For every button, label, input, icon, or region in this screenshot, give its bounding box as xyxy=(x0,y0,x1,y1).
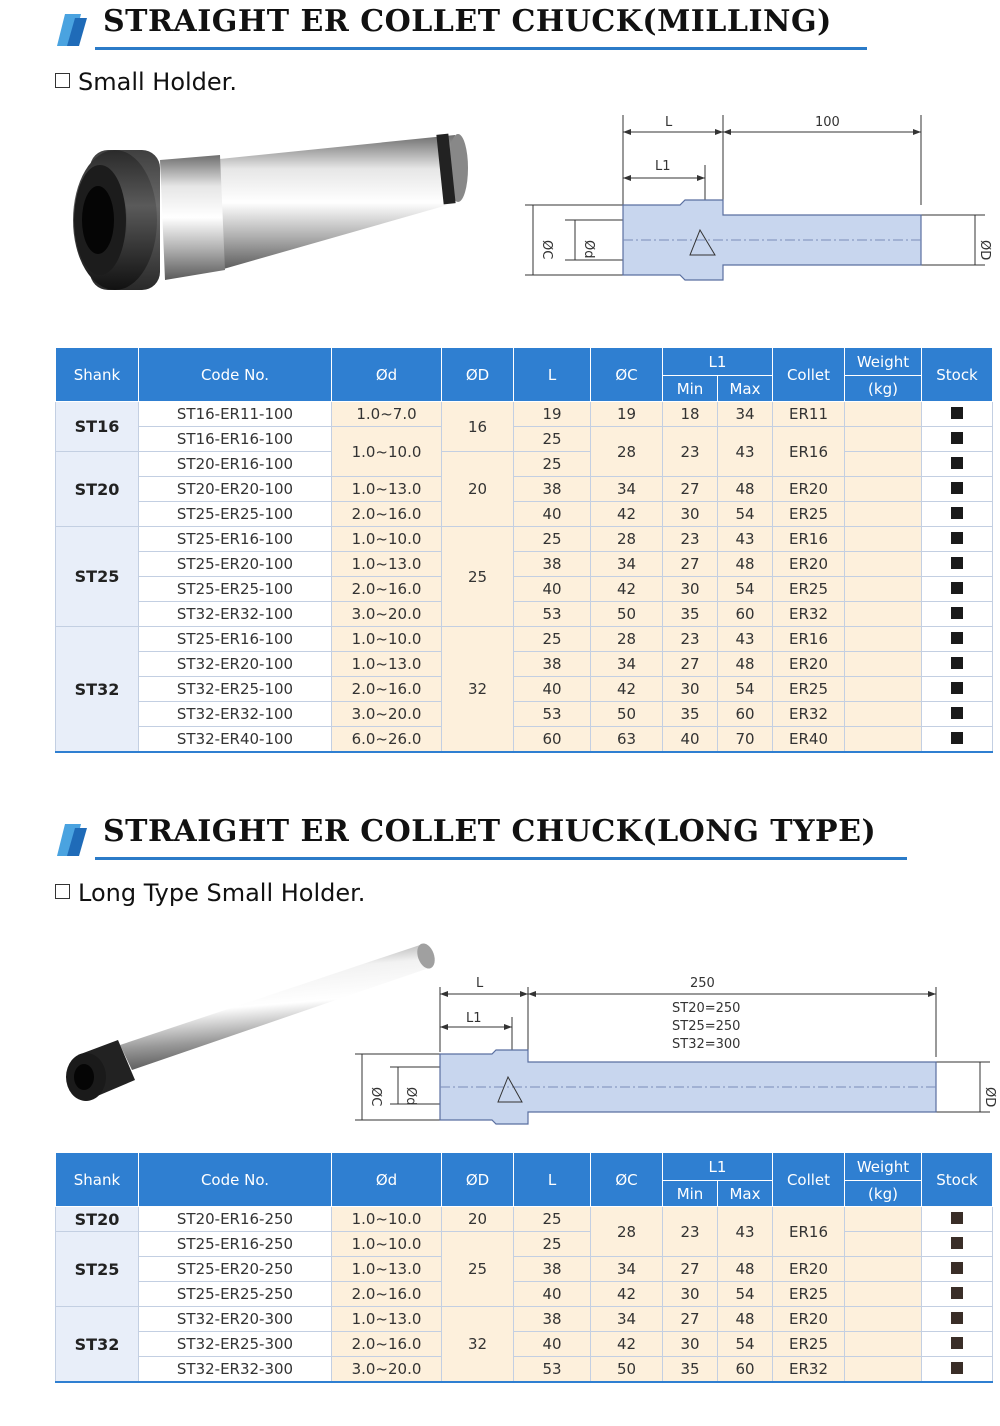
weight-cell xyxy=(845,602,922,627)
header-stock: Stock xyxy=(922,1153,993,1207)
stock-square-icon xyxy=(951,1362,963,1374)
header-min: Min xyxy=(663,376,718,402)
collet-cell: ER11 xyxy=(773,402,845,427)
code-cell: ST25-ER25-100 xyxy=(139,502,332,527)
collet-cell: ER16 xyxy=(773,427,845,477)
max-cell: 48 xyxy=(718,1257,773,1282)
oC-cell: 34 xyxy=(591,552,663,577)
max-cell: 43 xyxy=(718,1207,773,1257)
weight-cell xyxy=(845,527,922,552)
collet-cell: ER32 xyxy=(773,602,845,627)
header-L: L xyxy=(514,348,591,402)
min-cell: 27 xyxy=(663,477,718,502)
code-cell: ST16-ER11-100 xyxy=(139,402,332,427)
oC-cell: 42 xyxy=(591,502,663,527)
stock-square-icon xyxy=(951,1212,963,1224)
dim-oC: ØC xyxy=(368,1087,383,1107)
weight-cell xyxy=(845,1257,922,1282)
oC-cell: 28 xyxy=(591,427,663,477)
weight-cell xyxy=(845,1282,922,1307)
shank-cell: ST32 xyxy=(56,627,139,753)
table-row xyxy=(56,1257,993,1282)
stock-cell xyxy=(922,652,993,677)
code-cell: ST32-ER32-300 xyxy=(139,1357,332,1383)
code-cell: ST25-ER16-100 xyxy=(139,627,332,652)
oD-cell: 25 xyxy=(442,1232,514,1307)
header-od: Ød xyxy=(332,1153,442,1207)
header-max: Max xyxy=(718,1181,773,1207)
header-weight-unit: (kg) xyxy=(845,376,922,402)
max-cell: 43 xyxy=(718,527,773,552)
weight-cell xyxy=(845,727,922,753)
shank-cell: ST25 xyxy=(56,1232,139,1307)
stock-cell xyxy=(922,1332,993,1357)
L-cell: 38 xyxy=(514,1307,591,1332)
stock-cell xyxy=(922,602,993,627)
max-cell: 43 xyxy=(718,627,773,652)
code-cell: ST32-ER40-100 xyxy=(139,727,332,753)
subtitle-text: Small Holder. xyxy=(78,68,237,96)
collet-cell: ER20 xyxy=(773,477,845,502)
stock-square-icon xyxy=(951,532,963,544)
header-oD: ØD xyxy=(442,348,514,402)
min-cell: 40 xyxy=(663,727,718,753)
L-cell: 25 xyxy=(514,1207,591,1232)
collet-cell: ER16 xyxy=(773,527,845,552)
od-cell: 1.0~13.0 xyxy=(332,1257,442,1282)
max-cell: 54 xyxy=(718,677,773,702)
header-code: Code No. xyxy=(139,1153,332,1207)
od-cell: 2.0~16.0 xyxy=(332,577,442,602)
table-row xyxy=(56,1232,993,1257)
code-cell: ST25-ER16-250 xyxy=(139,1232,332,1257)
header-od: Ød xyxy=(332,348,442,402)
min-cell: 23 xyxy=(663,527,718,552)
oC-cell: 42 xyxy=(591,577,663,602)
stock-square-icon xyxy=(951,557,963,569)
max-cell: 54 xyxy=(718,502,773,527)
collet-cell: ER25 xyxy=(773,677,845,702)
od-cell: 1.0~13.0 xyxy=(332,477,442,502)
shank-cell: ST16 xyxy=(56,402,139,452)
collet-cell: ER32 xyxy=(773,1357,845,1383)
stock-square-icon xyxy=(951,1237,963,1249)
product-photo-small-holder xyxy=(60,120,480,305)
table-row xyxy=(56,577,993,602)
collet-cell: ER32 xyxy=(773,702,845,727)
L-cell: 40 xyxy=(514,577,591,602)
L-cell: 25 xyxy=(514,452,591,477)
od-cell: 1.0~10.0 xyxy=(332,527,442,552)
header-min: Min xyxy=(663,1181,718,1207)
min-cell: 30 xyxy=(663,577,718,602)
table-row xyxy=(56,552,993,577)
code-cell: ST32-ER20-100 xyxy=(139,652,332,677)
stock-square-icon xyxy=(951,1287,963,1299)
max-cell: 70 xyxy=(718,727,773,753)
section2-subtitle xyxy=(55,879,365,907)
code-cell: ST25-ER16-100 xyxy=(139,527,332,552)
header-oD: ØD xyxy=(442,1153,514,1207)
code-cell: ST16-ER16-100 xyxy=(139,427,332,452)
od-cell: 2.0~16.0 xyxy=(332,1282,442,1307)
table-row xyxy=(56,1307,993,1332)
stock-cell xyxy=(922,627,993,652)
od-cell: 1.0~10.0 xyxy=(332,1232,442,1257)
stock-cell xyxy=(922,1357,993,1383)
stock-cell xyxy=(922,552,993,577)
header-weight: Weight xyxy=(845,348,922,376)
stock-square-icon xyxy=(951,657,963,669)
oC-cell: 42 xyxy=(591,1282,663,1307)
code-cell: ST25-ER20-100 xyxy=(139,552,332,577)
code-cell: ST20-ER16-250 xyxy=(139,1207,332,1232)
code-cell: ST32-ER25-100 xyxy=(139,677,332,702)
title-underline xyxy=(95,857,907,860)
weight-cell xyxy=(845,452,922,477)
od-cell: 6.0~26.0 xyxy=(332,727,442,753)
collet-cell: ER16 xyxy=(773,627,845,652)
stock-cell xyxy=(922,402,993,427)
oC-cell: 34 xyxy=(591,1307,663,1332)
collet-cell: ER25 xyxy=(773,1282,845,1307)
dim-od: Ød xyxy=(403,1087,418,1106)
L-cell: 53 xyxy=(514,1357,591,1383)
stock-square-icon xyxy=(951,407,963,419)
header-max: Max xyxy=(718,376,773,402)
weight-cell xyxy=(845,477,922,502)
stock-cell xyxy=(922,727,993,753)
stock-square-icon xyxy=(951,1262,963,1274)
L-cell: 40 xyxy=(514,677,591,702)
title-accent-icon xyxy=(55,818,95,858)
oD-cell: 32 xyxy=(442,1307,514,1383)
weight-cell xyxy=(845,577,922,602)
spec-table-milling xyxy=(55,347,993,753)
stock-square-icon xyxy=(951,582,963,594)
stock-square-icon xyxy=(951,1312,963,1324)
stock-square-icon xyxy=(951,707,963,719)
shank-cell: ST25 xyxy=(56,527,139,627)
oC-cell: 28 xyxy=(591,627,663,652)
max-cell: 54 xyxy=(718,1332,773,1357)
oD-cell: 20 xyxy=(442,1207,514,1232)
table-row xyxy=(56,1282,993,1307)
min-cell: 23 xyxy=(663,1207,718,1257)
header-shank: Shank xyxy=(56,1153,139,1207)
oC-cell: 42 xyxy=(591,677,663,702)
weight-cell xyxy=(845,1207,922,1232)
dim-L: L xyxy=(476,976,484,991)
weight-cell xyxy=(845,677,922,702)
dim-oD: ØD xyxy=(982,1087,997,1108)
title-underline xyxy=(95,47,867,50)
max-cell: 60 xyxy=(718,602,773,627)
dim-length: 250 xyxy=(690,976,715,991)
section2-title: STRAIGHT ER COLLET CHUCK(LONG TYPE) xyxy=(103,814,877,849)
oC-cell: 50 xyxy=(591,602,663,627)
table-row xyxy=(56,502,993,527)
od-cell: 1.0~13.0 xyxy=(332,652,442,677)
max-cell: 60 xyxy=(718,1357,773,1383)
table-row xyxy=(56,1332,993,1357)
weight-cell xyxy=(845,552,922,577)
table-row xyxy=(56,652,993,677)
header-weight-unit: (kg) xyxy=(845,1181,922,1207)
L-cell: 38 xyxy=(514,1257,591,1282)
oC-cell: 28 xyxy=(591,1207,663,1257)
shank-cell: ST20 xyxy=(56,1207,139,1232)
dim-L1: L1 xyxy=(466,1011,482,1026)
spec-table-long-type xyxy=(55,1152,993,1383)
code-cell: ST20-ER16-100 xyxy=(139,452,332,477)
weight-cell xyxy=(845,1232,922,1257)
header-stock: Stock xyxy=(922,348,993,402)
stock-square-icon xyxy=(951,432,963,444)
min-cell: 30 xyxy=(663,502,718,527)
weight-cell xyxy=(845,627,922,652)
dim-length-st25: ST25=250 xyxy=(672,1019,741,1034)
collet-cell: ER20 xyxy=(773,652,845,677)
min-cell: 18 xyxy=(663,402,718,427)
code-cell: ST32-ER32-100 xyxy=(139,602,332,627)
max-cell: 48 xyxy=(718,1307,773,1332)
section2-title-bar xyxy=(55,812,907,860)
stock-cell xyxy=(922,1282,993,1307)
title-accent-icon xyxy=(55,8,95,48)
code-cell: ST32-ER20-300 xyxy=(139,1307,332,1332)
collet-cell: ER20 xyxy=(773,552,845,577)
weight-cell xyxy=(845,427,922,452)
min-cell: 35 xyxy=(663,1357,718,1383)
dim-oC: ØC xyxy=(539,240,554,260)
weight-cell xyxy=(845,702,922,727)
max-cell: 48 xyxy=(718,652,773,677)
od-cell: 3.0~20.0 xyxy=(332,702,442,727)
L-cell: 38 xyxy=(514,552,591,577)
L-cell: 38 xyxy=(514,652,591,677)
weight-cell xyxy=(845,502,922,527)
stock-square-icon xyxy=(951,482,963,494)
dim-L: L xyxy=(665,115,673,130)
oC-cell: 42 xyxy=(591,1332,663,1357)
min-cell: 30 xyxy=(663,1282,718,1307)
od-cell: 1.0~10.0 xyxy=(332,427,442,477)
collet-cell: ER25 xyxy=(773,577,845,602)
L-cell: 25 xyxy=(514,527,591,552)
od-cell: 1.0~13.0 xyxy=(332,552,442,577)
table-row xyxy=(56,602,993,627)
min-cell: 27 xyxy=(663,652,718,677)
stock-cell xyxy=(922,577,993,602)
stock-cell xyxy=(922,702,993,727)
table-row xyxy=(56,1207,993,1232)
table-row xyxy=(56,1357,993,1383)
collet-cell: ER20 xyxy=(773,1257,845,1282)
oD-cell: 16 xyxy=(442,402,514,452)
L-cell: 40 xyxy=(514,502,591,527)
header-collet: Collet xyxy=(773,348,845,402)
collet-cell: ER40 xyxy=(773,727,845,753)
stock-cell xyxy=(922,1232,993,1257)
max-cell: 43 xyxy=(718,427,773,477)
min-cell: 27 xyxy=(663,552,718,577)
L-cell: 25 xyxy=(514,627,591,652)
min-cell: 30 xyxy=(663,1332,718,1357)
subtitle-text: Long Type Small Holder. xyxy=(78,879,366,907)
od-cell: 2.0~16.0 xyxy=(332,1332,442,1357)
table-row xyxy=(56,427,993,452)
stock-square-icon xyxy=(951,732,963,744)
max-cell: 60 xyxy=(718,702,773,727)
stock-square-icon xyxy=(951,507,963,519)
oC-cell: 19 xyxy=(591,402,663,427)
stock-cell xyxy=(922,502,993,527)
od-cell: 2.0~16.0 xyxy=(332,502,442,527)
min-cell: 23 xyxy=(663,427,718,477)
od-cell: 1.0~7.0 xyxy=(332,402,442,427)
stock-square-icon xyxy=(951,607,963,619)
stock-cell xyxy=(922,452,993,477)
L-cell: 19 xyxy=(514,402,591,427)
max-cell: 54 xyxy=(718,577,773,602)
stock-square-icon xyxy=(951,457,963,469)
oD-cell: 32 xyxy=(442,627,514,753)
stock-cell xyxy=(922,1257,993,1282)
L-cell: 25 xyxy=(514,1232,591,1257)
header-code: Code No. xyxy=(139,348,332,402)
dim-od: Ød xyxy=(581,240,596,259)
min-cell: 35 xyxy=(663,702,718,727)
od-cell: 2.0~16.0 xyxy=(332,677,442,702)
min-cell: 30 xyxy=(663,677,718,702)
weight-cell xyxy=(845,1357,922,1383)
od-cell: 1.0~13.0 xyxy=(332,1307,442,1332)
oC-cell: 50 xyxy=(591,1357,663,1383)
collet-cell: ER20 xyxy=(773,1307,845,1332)
dim-length: 100 xyxy=(815,115,840,130)
oC-cell: 63 xyxy=(591,727,663,753)
code-cell: ST25-ER25-250 xyxy=(139,1282,332,1307)
stock-cell xyxy=(922,677,993,702)
table-row xyxy=(56,527,993,552)
stock-square-icon xyxy=(951,632,963,644)
max-cell: 34 xyxy=(718,402,773,427)
L-cell: 53 xyxy=(514,702,591,727)
code-cell: ST25-ER20-250 xyxy=(139,1257,332,1282)
max-cell: 48 xyxy=(718,552,773,577)
L-cell: 60 xyxy=(514,727,591,753)
oC-cell: 34 xyxy=(591,477,663,502)
od-cell: 3.0~20.0 xyxy=(332,602,442,627)
min-cell: 23 xyxy=(663,627,718,652)
dim-L1: L1 xyxy=(655,159,671,174)
collet-cell: ER16 xyxy=(773,1207,845,1257)
section1-subtitle xyxy=(55,68,237,96)
header-shank: Shank xyxy=(56,348,139,402)
stock-cell xyxy=(922,527,993,552)
stock-square-icon xyxy=(951,1337,963,1349)
oC-cell: 28 xyxy=(591,527,663,552)
table-row xyxy=(56,452,993,477)
weight-cell xyxy=(845,1307,922,1332)
L-cell: 53 xyxy=(514,602,591,627)
header-weight: Weight xyxy=(845,1153,922,1181)
code-cell: ST20-ER20-100 xyxy=(139,477,332,502)
code-cell: ST25-ER25-100 xyxy=(139,577,332,602)
min-cell: 27 xyxy=(663,1257,718,1282)
checkbox-icon xyxy=(55,884,70,899)
header-L1: L1 xyxy=(663,348,773,376)
dim-oD: ØD xyxy=(977,240,992,261)
header-oC: ØC xyxy=(591,1153,663,1207)
table-row xyxy=(56,627,993,652)
dim-length-st32: ST32=300 xyxy=(672,1037,741,1052)
L-cell: 40 xyxy=(514,1332,591,1357)
max-cell: 48 xyxy=(718,477,773,502)
od-cell: 1.0~10.0 xyxy=(332,1207,442,1232)
shank-cell: ST20 xyxy=(56,452,139,527)
table-row xyxy=(56,477,993,502)
min-cell: 35 xyxy=(663,602,718,627)
section1-title-bar xyxy=(55,2,867,50)
weight-cell xyxy=(845,1332,922,1357)
section1-title: STRAIGHT ER COLLET CHUCK(MILLING) xyxy=(103,4,832,39)
oD-cell: 25 xyxy=(442,527,514,627)
checkbox-icon xyxy=(55,73,70,88)
weight-cell xyxy=(845,652,922,677)
header-L1: L1 xyxy=(663,1153,773,1181)
code-cell: ST32-ER32-100 xyxy=(139,702,332,727)
stock-cell xyxy=(922,427,993,452)
table-row xyxy=(56,677,993,702)
shank-cell: ST32 xyxy=(56,1307,139,1383)
technical-drawing-long-holder xyxy=(350,972,1000,1132)
header-collet: Collet xyxy=(773,1153,845,1207)
weight-cell xyxy=(845,402,922,427)
collet-cell: ER25 xyxy=(773,502,845,527)
od-cell: 3.0~20.0 xyxy=(332,1357,442,1383)
L-cell: 40 xyxy=(514,1282,591,1307)
stock-cell xyxy=(922,1207,993,1232)
L-cell: 25 xyxy=(514,427,591,452)
code-cell: ST32-ER25-300 xyxy=(139,1332,332,1357)
collet-cell: ER25 xyxy=(773,1332,845,1357)
header-L: L xyxy=(514,1153,591,1207)
header-oC: ØC xyxy=(591,348,663,402)
dim-length-st20: ST20=250 xyxy=(672,1001,741,1016)
table-row xyxy=(56,702,993,727)
table-row xyxy=(56,402,993,427)
stock-cell xyxy=(922,1307,993,1332)
max-cell: 54 xyxy=(718,1282,773,1307)
technical-drawing-small-holder xyxy=(515,110,1000,295)
L-cell: 38 xyxy=(514,477,591,502)
min-cell: 27 xyxy=(663,1307,718,1332)
od-cell: 1.0~10.0 xyxy=(332,627,442,652)
oD-cell: 20 xyxy=(442,452,514,527)
oC-cell: 34 xyxy=(591,1257,663,1282)
table-row xyxy=(56,727,993,753)
stock-square-icon xyxy=(951,682,963,694)
oC-cell: 34 xyxy=(591,652,663,677)
oC-cell: 50 xyxy=(591,702,663,727)
stock-cell xyxy=(922,477,993,502)
